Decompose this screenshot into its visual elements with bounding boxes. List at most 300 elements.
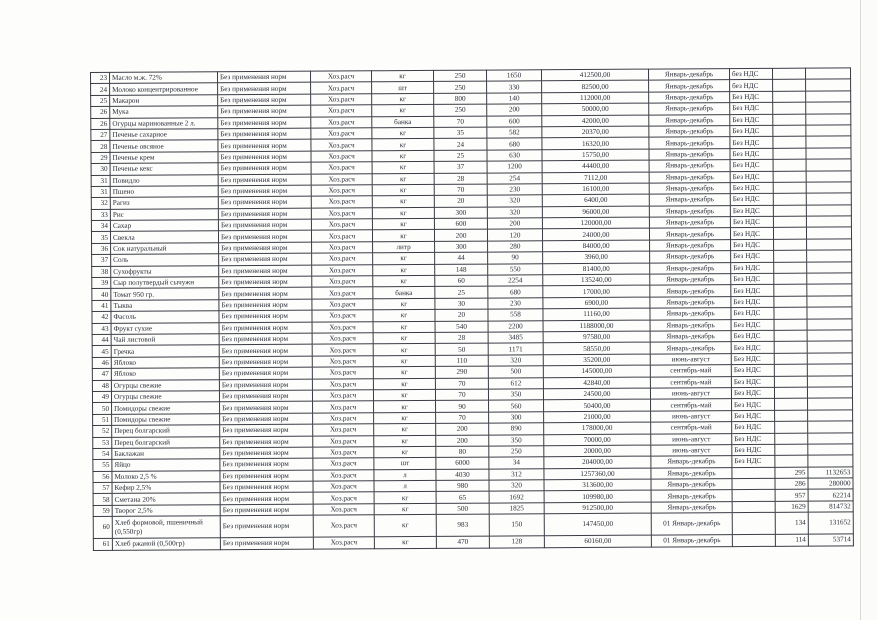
extra-value-2-cell (807, 307, 852, 319)
row-number-cell: 26 (91, 107, 110, 119)
unit-price-cell: 90 (488, 252, 543, 264)
vat-status-cell: Без НДС (730, 182, 773, 194)
unit-price-cell: 120 (487, 229, 542, 241)
quantity-cell: 290 (435, 366, 488, 378)
delivery-period-cell: сентябрь-май (650, 376, 731, 388)
quantity-cell: 110 (435, 355, 488, 367)
unit-cell: кг (371, 70, 433, 82)
unit-price-cell: 3485 (488, 332, 543, 344)
norm-method-cell: Без применения норм (218, 162, 311, 174)
vat-status-cell: Без НДС (730, 171, 773, 183)
extra-value-2-cell (808, 455, 853, 467)
unit-price-cell: 320 (488, 355, 543, 367)
norm-method-cell: Без применения норм (218, 94, 311, 106)
row-number-cell: 41 (92, 300, 111, 312)
unit-cell: кг (374, 401, 436, 413)
purchase-type-cell: Хоз.расч (311, 185, 372, 197)
delivery-period-cell: 01 Январь-декабрь (651, 535, 732, 547)
procurement-table-body (91, 68, 854, 550)
norm-method-cell: Без применения норм (219, 367, 312, 379)
product-name-cell: Соль (111, 254, 219, 266)
quantity-cell: 28 (435, 332, 488, 344)
purchase-type-cell: Хоз.расч (311, 139, 372, 151)
extra-value-2-cell (806, 216, 851, 228)
extra-value-1-cell (774, 307, 807, 319)
total-sum-cell: 82500,00 (542, 80, 649, 92)
vat-status-cell (732, 501, 775, 513)
unit-price-cell: 2200 (488, 320, 543, 332)
row-number-cell: 26 (91, 118, 110, 130)
row-number-cell: 34 (91, 220, 110, 232)
unit-price-cell: 250 (489, 446, 544, 458)
norm-method-cell: Без применения норм (219, 390, 312, 402)
extra-value-2-cell: 62214 (808, 489, 853, 501)
unit-price-cell: 34 (489, 457, 544, 469)
total-sum-cell: 412500,00 (541, 69, 648, 81)
extra-value-2-cell (806, 113, 851, 125)
total-sum-cell: 50400,00 (544, 399, 651, 411)
row-number-cell: 33 (91, 209, 110, 221)
purchase-type-cell: Хоз.расч (312, 321, 373, 333)
unit-price-cell: 1825 (489, 503, 544, 515)
purchase-type-cell: Хоз.расч (311, 207, 372, 219)
norm-method-cell: Без применения норм (218, 105, 311, 117)
norm-method-cell: Без применения норм (220, 470, 313, 482)
extra-value-2-cell (808, 444, 853, 456)
delivery-period-cell: Январь-декабрь (651, 501, 732, 513)
quantity-cell: 50 (435, 343, 488, 355)
total-sum-cell: 112000,00 (542, 92, 649, 104)
purchase-type-cell: Хоз.расч (312, 356, 373, 368)
extra-value-2-cell (806, 102, 851, 114)
extra-value-2-cell (807, 273, 852, 285)
row-number-cell: 60 (93, 517, 112, 539)
unit-price-cell: 140 (487, 93, 542, 105)
unit-cell: кг (372, 127, 434, 139)
total-sum-cell: 178000,00 (544, 422, 651, 434)
total-sum-cell: 15750,00 (542, 149, 649, 161)
purchase-type-cell: Хоз.расч (311, 105, 372, 117)
extra-value-2-cell (808, 398, 853, 410)
quantity-cell: 25 (435, 286, 488, 298)
delivery-period-cell: июнь-август (651, 410, 732, 422)
row-number-cell: 38 (92, 266, 111, 278)
extra-value-1-cell (773, 182, 806, 194)
norm-method-cell: Без применения норм (219, 379, 312, 391)
purchase-type-cell: Хоз.расч (312, 264, 373, 276)
vat-status-cell: Без НДС (732, 399, 775, 411)
norm-method-cell: Без применения норм (220, 424, 313, 436)
row-number-cell: 32 (91, 198, 110, 210)
purchase-type-cell: Хоз.расч (311, 116, 372, 128)
total-sum-cell: 109980,00 (544, 491, 651, 503)
extra-value-2-cell (808, 410, 853, 422)
unit-cell: кг (372, 105, 434, 117)
purchase-type-cell: Хоз.расч (312, 287, 373, 299)
vat-status-cell: Без НДС (731, 364, 774, 376)
extra-value-1-cell (773, 205, 806, 217)
purchase-type-cell: Хоз.расч (312, 253, 373, 265)
row-number-cell: 47 (92, 369, 111, 381)
extra-value-1-cell (773, 125, 806, 137)
unit-price-cell: 1171 (488, 343, 543, 355)
product-name-cell: Яйцо (112, 459, 220, 471)
unit-cell: кг (373, 310, 435, 322)
unit-price-cell: 560 (489, 400, 544, 412)
unit-price-cell: 558 (488, 309, 543, 321)
unit-cell: кг (372, 218, 434, 230)
quantity-cell: 600 (434, 218, 487, 230)
extra-value-2-cell (807, 239, 852, 251)
unit-cell: кг (372, 230, 434, 242)
extra-value-1-cell (774, 262, 807, 274)
row-number-cell: 35 (91, 232, 110, 244)
delivery-period-cell: Январь-декабрь (650, 319, 731, 331)
row-number-cell: 27 (91, 129, 110, 141)
purchase-type-cell: Хоз.расч (311, 173, 372, 185)
norm-method-cell: Без применения норм (219, 276, 312, 288)
unit-cell: кг (372, 196, 434, 208)
quantity-cell: 470 (436, 536, 489, 548)
norm-method-cell: Без применения норм (218, 151, 311, 163)
product-name-cell: Фасоль (111, 311, 219, 323)
total-sum-cell: 44400,00 (542, 160, 649, 172)
row-number-cell: 61 (93, 539, 112, 551)
extra-value-2-cell (806, 182, 851, 194)
unit-cell: кг (374, 492, 436, 504)
unit-price-cell: 680 (487, 138, 542, 150)
total-sum-cell: 313600,00 (544, 479, 651, 491)
extra-value-1-cell (774, 319, 807, 331)
row-number-cell: 31 (91, 175, 110, 187)
product-name-cell: Печенье кекс (110, 163, 218, 175)
extra-value-2-cell (808, 432, 853, 444)
quantity-cell: 540 (435, 321, 488, 333)
product-name-cell: Огурцы маринованные 2 л. (110, 117, 218, 129)
delivery-period-cell: Январь-декабрь (649, 126, 730, 138)
unit-cell: кг (372, 162, 434, 174)
quantity-cell: 6000 (436, 457, 489, 469)
norm-method-cell: Без применения норм (218, 174, 311, 186)
product-name-cell: Баклажан (112, 448, 220, 460)
total-sum-cell: 81400,00 (543, 263, 650, 275)
total-sum-cell: 50000,00 (542, 103, 649, 115)
row-number-cell: 52 (93, 425, 112, 437)
unit-cell: кг (374, 424, 436, 436)
total-sum-cell: 97580,00 (543, 331, 650, 343)
delivery-period-cell: Январь-декабрь (649, 103, 730, 115)
extra-value-1-cell (773, 136, 806, 148)
unit-price-cell: 500 (488, 366, 543, 378)
unit-cell: кг (373, 253, 435, 265)
delivery-period-cell: Январь-декабрь (650, 262, 731, 274)
extra-value-2-cell: 814732 (808, 501, 853, 513)
norm-method-cell: Без применения норм (219, 299, 312, 311)
extra-value-1-cell (773, 228, 806, 240)
extra-value-1-cell (773, 193, 806, 205)
extra-value-2-cell: 53714 (808, 534, 853, 546)
quantity-cell: 28 (434, 173, 487, 185)
total-sum-cell: 42840,00 (543, 377, 650, 389)
row-number-cell: 39 (92, 277, 111, 289)
vat-status-cell: Без НДС (731, 239, 774, 251)
extra-value-2-cell (806, 148, 851, 160)
vat-status-cell: Без НДС (730, 159, 773, 171)
delivery-period-cell: июнь-август (651, 444, 732, 456)
vat-status-cell: Без НДС (731, 319, 774, 331)
unit-price-cell: 2254 (488, 275, 543, 287)
total-sum-cell: 912500,00 (544, 502, 651, 514)
unit-price-cell: 320 (487, 195, 542, 207)
quantity-cell: 148 (435, 264, 488, 276)
product-name-cell: Сахар (110, 220, 218, 232)
row-number-cell: 42 (92, 312, 111, 324)
norm-method-cell: Без применения норм (218, 196, 311, 208)
extra-value-2-cell (806, 227, 851, 239)
quantity-cell: 37 (434, 161, 487, 173)
unit-cell: кг (373, 389, 435, 401)
purchase-type-cell: Хоз.расч (313, 515, 374, 537)
total-sum-cell: 3960,00 (543, 251, 650, 263)
unit-price-cell: 1650 (486, 70, 541, 82)
product-name-cell: Макарон (110, 95, 218, 107)
row-number-cell: 36 (92, 243, 111, 255)
quantity-cell: 250 (434, 81, 487, 93)
purchase-type-cell: Хоз.расч (312, 344, 373, 356)
vat-status-cell: Без НДС (732, 444, 775, 456)
extra-value-1-cell (775, 444, 808, 456)
total-sum-cell: 1257360,00 (544, 468, 651, 480)
unit-cell: кг (373, 378, 435, 390)
vat-status-cell: Без НДС (730, 228, 773, 240)
row-number-cell: 57 (93, 482, 112, 494)
total-sum-cell: 24500,00 (543, 388, 650, 400)
extra-value-1-cell (774, 239, 807, 251)
product-name-cell: Творог 2,5% (112, 505, 220, 517)
row-number-cell: 43 (92, 323, 111, 335)
extra-value-1-cell (774, 250, 807, 262)
extra-value-1-cell: 957 (775, 490, 808, 502)
norm-method-cell: Без применения норм (220, 481, 313, 493)
extra-value-1-cell (774, 341, 807, 353)
product-name-cell: Хлеб ржаной (0,500гр) (112, 538, 220, 550)
unit-cell: кг (374, 515, 436, 537)
extra-value-2-cell (807, 375, 852, 387)
extra-value-1-cell (774, 364, 807, 376)
total-sum-cell: 11160,00 (543, 308, 650, 320)
unit-price-cell: 254 (487, 172, 542, 184)
delivery-period-cell: Январь-декабрь (649, 91, 730, 103)
purchase-type-cell: Хоз.расч (313, 458, 374, 470)
row-number-cell: 31 (91, 186, 110, 198)
product-name-cell: Сыр полутвердый сычужн (111, 277, 219, 289)
row-number-cell: 58 (93, 494, 112, 506)
delivery-period-cell: Январь-декабрь (649, 182, 730, 194)
unit-cell: кг (373, 367, 435, 379)
product-name-cell: Масло м.ж. 72% (110, 72, 218, 84)
row-number-cell: 59 (93, 505, 112, 517)
norm-method-cell: Без применения норм (218, 71, 311, 83)
quantity-cell: 44 (435, 252, 488, 264)
total-sum-cell: 6900,00 (543, 297, 650, 309)
quantity-cell: 80 (436, 446, 489, 458)
vat-status-cell: Без НДС (731, 330, 774, 342)
purchase-type-cell: Хоз.расч (313, 447, 374, 459)
product-name-cell: Чай листовой (111, 334, 219, 346)
norm-method-cell: Без применения норм (219, 242, 312, 254)
delivery-period-cell: Январь-декабрь (649, 228, 730, 240)
norm-method-cell: Без применения норм (219, 356, 312, 368)
norm-method-cell: Без применения норм (219, 310, 312, 322)
norm-method-cell: Без применения норм (219, 333, 312, 345)
product-name-cell: Фрукт сухие (111, 322, 219, 334)
unit-price-cell: 550 (488, 263, 543, 275)
extra-value-1-cell (775, 410, 808, 422)
product-name-cell: Сухофрукты (111, 265, 219, 277)
norm-method-cell: Без применения норм (218, 139, 311, 151)
total-sum-cell: 147450,00 (544, 513, 651, 536)
extra-value-1-cell: 286 (775, 478, 808, 490)
product-name-cell: Яблоко (111, 368, 219, 380)
unit-price-cell: 350 (489, 434, 544, 446)
quantity-cell: 200 (436, 435, 489, 447)
purchase-type-cell: Хоз.расч (311, 196, 372, 208)
vat-status-cell: Без НДС (730, 114, 773, 126)
extra-value-1-cell (774, 273, 807, 285)
quantity-cell: 200 (436, 423, 489, 435)
row-number-cell: 50 (93, 403, 112, 415)
delivery-period-cell: Январь-декабрь (650, 308, 731, 320)
product-name-cell: Тыква (111, 300, 219, 312)
extra-value-1-cell (773, 171, 806, 183)
purchase-type-cell: Хоз.расч (311, 219, 372, 231)
extra-value-1-cell (773, 159, 806, 171)
delivery-period-cell: Январь-декабрь (649, 160, 730, 172)
row-number-cell: 28 (91, 141, 110, 153)
extra-value-1-cell (774, 330, 807, 342)
quantity-cell: 20 (434, 195, 487, 207)
row-number-cell: 30 (91, 164, 110, 176)
unit-price-cell: 1200 (487, 161, 542, 173)
unit-cell: кг (372, 139, 434, 151)
extra-value-2-cell (806, 79, 851, 91)
unit-cell: кг (374, 446, 436, 458)
row-number-cell: 48 (92, 380, 111, 392)
row-number-cell: 46 (92, 357, 111, 369)
unit-cell: кг (373, 321, 435, 333)
extra-value-1-cell (773, 91, 806, 103)
quantity-cell: 300 (435, 241, 488, 253)
unit-cell: кг (374, 537, 436, 549)
total-sum-cell: 84000,00 (543, 240, 650, 252)
vat-status-cell: Без НДС (731, 308, 774, 320)
total-sum-cell: 7112,00 (542, 172, 649, 184)
norm-method-cell: Без применения норм (220, 413, 313, 425)
extra-value-1-cell (773, 102, 806, 114)
row-number-cell: 45 (92, 346, 111, 358)
product-name-cell: Огурцы свежие (111, 379, 219, 391)
vat-status-cell: без НДС (730, 80, 773, 92)
quantity-cell: 300 (434, 207, 487, 219)
extra-value-1-cell (773, 148, 806, 160)
vat-status-cell: Без НДС (731, 353, 774, 365)
delivery-period-cell: Январь-декабрь (651, 456, 732, 468)
delivery-period-cell: Январь-декабрь (649, 80, 730, 92)
unit-cell: кг (374, 503, 436, 515)
unit-price-cell: 320 (489, 480, 544, 492)
delivery-period-cell: сентябрь-май (651, 399, 732, 411)
unit-price-cell: 150 (489, 514, 544, 536)
delivery-period-cell: Январь-декабрь (650, 342, 731, 354)
extra-value-2-cell (807, 261, 852, 273)
norm-method-cell: Без применения норм (220, 401, 313, 413)
unit-price-cell: 582 (487, 127, 542, 139)
product-name-cell: Сок натуральный (111, 243, 219, 255)
purchase-type-cell: Хоз.расч (313, 481, 374, 493)
quantity-cell: 800 (434, 93, 487, 105)
quantity-cell: 35 (434, 127, 487, 139)
unit-cell: л (374, 469, 436, 481)
row-number-cell: 54 (93, 448, 112, 460)
purchase-type-cell: Хоз.расч (311, 94, 372, 106)
row-number-cell: 49 (92, 391, 111, 403)
total-sum-cell: 58550,00 (543, 342, 650, 354)
delivery-period-cell: 01 Январь-декабрь (651, 513, 732, 535)
product-name-cell: Огурцы свежие (111, 391, 219, 403)
delivery-period-cell: Январь-декабрь (650, 296, 731, 308)
unit-cell: кг (372, 173, 434, 185)
unit-cell: кг (374, 435, 436, 447)
unit-price-cell: 630 (487, 149, 542, 161)
delivery-period-cell: Январь-декабрь (649, 194, 730, 206)
extra-value-1-cell: 114 (775, 534, 808, 546)
total-sum-cell: 20000,00 (544, 445, 651, 457)
extra-value-2-cell (806, 170, 851, 182)
norm-method-cell: Без применения норм (220, 447, 313, 459)
total-sum-cell: 20370,00 (542, 126, 649, 138)
row-number-cell: 37 (92, 255, 111, 267)
unit-cell: кг (373, 355, 435, 367)
vat-status-cell: Без НДС (731, 387, 774, 399)
delivery-period-cell: Январь-декабрь (649, 148, 730, 160)
total-sum-cell: 96000,00 (542, 206, 649, 218)
row-number-cell: 51 (93, 414, 112, 426)
norm-method-cell: Без применения норм (219, 345, 312, 357)
quantity-cell: 70 (435, 389, 488, 401)
purchase-type-cell: Хоз.расч (312, 276, 373, 288)
quantity-cell: 60 (435, 275, 488, 287)
unit-price-cell: 230 (487, 184, 542, 196)
unit-price-cell: 600 (487, 115, 542, 127)
delivery-period-cell: июнь-август (650, 388, 731, 400)
extra-value-2-cell (806, 193, 851, 205)
product-name-cell: Молоко концентрированное (110, 83, 218, 95)
extra-value-2-cell (806, 125, 851, 137)
quantity-cell: 250 (433, 70, 486, 82)
delivery-period-cell: Январь-декабрь (650, 239, 731, 251)
quantity-cell: 70 (435, 378, 488, 390)
purchase-type-cell: Хоз.расч (313, 424, 374, 436)
vat-status-cell: Без НДС (732, 456, 775, 468)
delivery-period-cell: июнь-август (651, 433, 732, 445)
extra-value-2-cell (805, 68, 850, 80)
extra-value-2-cell (807, 341, 852, 353)
vat-status-cell: Без НДС (732, 433, 775, 445)
product-name-cell: Помидоры свежие (112, 413, 220, 425)
extra-value-1-cell (774, 387, 807, 399)
norm-method-cell: Без применения норм (218, 219, 311, 231)
unit-price-cell: 350 (488, 389, 543, 401)
